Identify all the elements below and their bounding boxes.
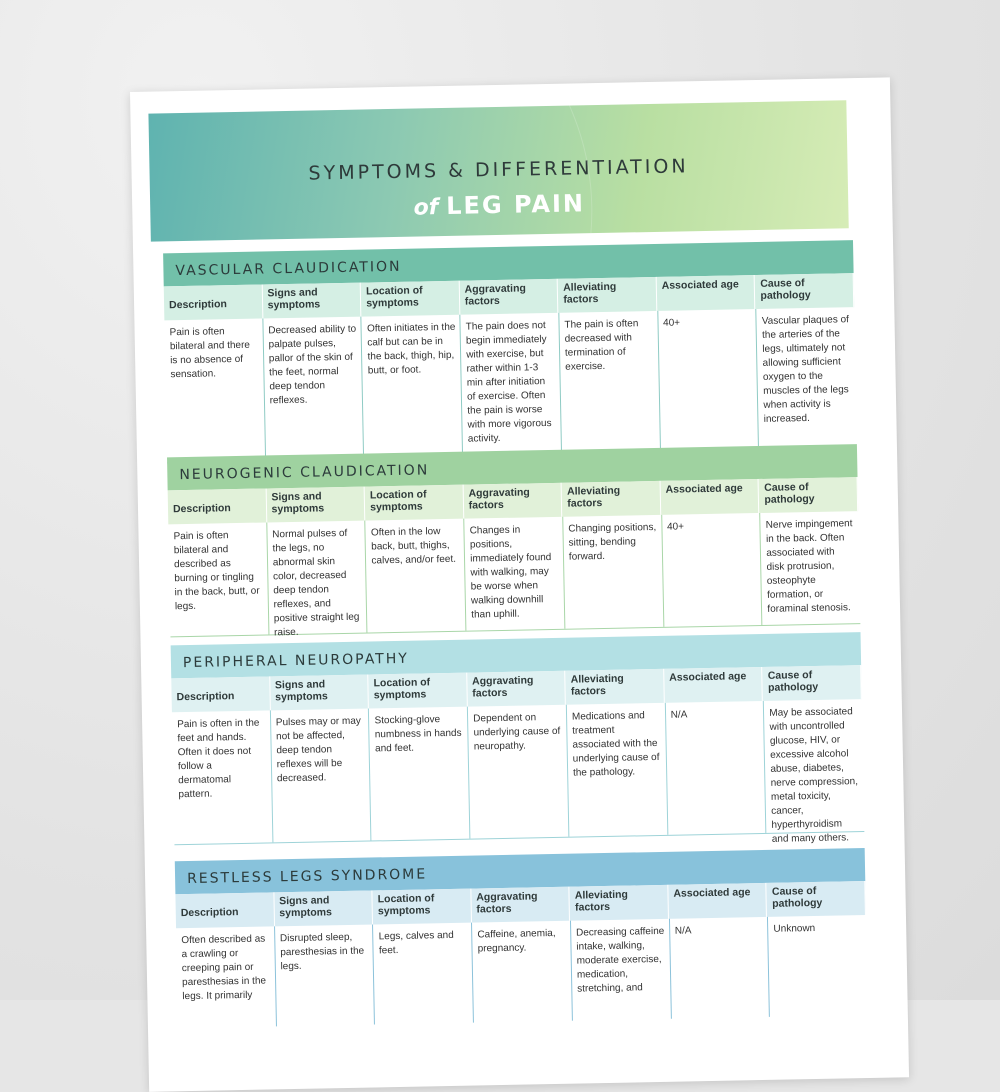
column-header: Location of symptoms [368,673,467,709]
table-row [168,511,860,637]
section-title: RESTLESS LEGS SYNDROME [175,848,866,894]
section-peripheral-neuropathy [171,632,865,845]
title-of: of [413,195,439,221]
column-header: Alleviating factors [570,885,669,921]
column-header: Signs and symptoms [266,487,365,523]
cell-aggravating: Caffeine, anemia, pregnancy. [471,921,572,1023]
column-header: Signs and symptoms [262,283,361,319]
column-header: Description [175,892,274,928]
cell-signs: Normal pulses of the legs, no abnormal skin color, decreased deep tendon reflexes, and positive straight leg raise. [266,521,367,635]
cell-age: N/A [664,701,765,835]
cell-description: Often described as a crawling or creeping pain or paresthesias in the legs. It primarily [181,933,267,1003]
column-header: Signs and symptoms [274,890,373,926]
cell-alleviating: Medications and treatment associated with the underlying cause of the pathology. [566,703,667,837]
column-header: Aggravating factors [467,671,566,707]
cell-location: Often initiates in the calf but can be in the back, thigh, hip, butt, or foot. [361,315,462,459]
column-header: Description [164,284,263,320]
cell-cause: Nerve impingement in the back. Often associated with disk protrusion, osteophyte formation, or foraminal stenosis. [760,511,861,625]
column-header: Location of symptoms [373,889,472,925]
cell-signs: Pulses may or may not be affected, deep tendon reflexes will be decreased. [270,709,371,843]
column-header: Cause of pathology [759,477,858,513]
cell-age: 40+ [657,309,758,453]
table-row [172,699,864,845]
column-header: Description [168,488,267,524]
title-banner [148,100,848,241]
cell-aggravating: Dependent on underlying cause of neuropathy. [467,705,568,839]
column-header: Associated age [664,667,763,703]
column-header: Aggravating factors [459,279,558,315]
cell-description: Pain is often bilateral and described as burning or tingling in the back, butt, or legs. [173,530,260,613]
cell-age: 40+ [661,513,762,627]
table-row [164,307,857,463]
cell-location: Often in the low back, butt, thighs, calves, and/or feet. [365,519,466,633]
cell-age: N/A [669,917,770,1019]
column-header: Description [171,676,270,712]
column-header: Location of symptoms [361,281,460,317]
section-title: NEUROGENIC CLAUDICATION [167,444,858,490]
cell-description: Pain is often bilateral and there is no absence of sensation. [169,326,251,381]
cell-signs: Decreased ability to palpate pulses, pallor of the skin of the feet, normal deep tendon reflexes. [262,317,363,461]
column-header: Aggravating factors [471,887,570,923]
section-vascular-claudication [163,240,857,463]
cell-cause: Vascular plaques of the arteries of the legs, ultimately not allowing sufficient oxygen to the muscles of the legs when activity is increased. [756,307,857,451]
section-title: PERIPHERAL NEUROPATHY [171,632,862,678]
cell-location: Stocking-glove numbness in hands and feet. [368,707,469,841]
column-header: Cause of pathology [763,665,862,701]
cell-aggravating: Changes in positions, immediately found with walking, may be worse when walking downhill than uphill. [463,517,564,631]
column-header: Alleviating factors [566,669,665,705]
column-header: Alleviating factors [562,481,661,517]
section-neurogenic-claudication [167,444,860,637]
column-header: Signs and symptoms [270,675,369,711]
title-line-1: SYMPTOMS & DIFFERENTIATION [308,155,689,185]
column-header: Location of symptoms [365,485,464,521]
cell-alleviating: The pain is often decreased with termination of exercise. [558,311,659,455]
cell-description: Pain is often in the feet and hands. Often it does not follow a dermatomal pattern. [177,717,260,801]
cell-signs: Disrupted sleep, paresthesias in the legs. [274,924,375,1026]
column-header: Alleviating factors [558,277,657,313]
handout-page [130,77,909,1091]
cell-alleviating: Changing positions, sitting, bending forward. [562,515,663,629]
table-row [176,915,868,1028]
column-header: Associated age [660,479,759,515]
cell-alleviating: Decreasing caffeine intake, walking, moderate exercise, medication, stretching, and [570,919,671,1021]
column-header: Aggravating factors [463,483,562,519]
section-restless-legs-syndrome [175,848,868,1028]
section-title: VASCULAR CLAUDICATION [163,240,854,286]
column-header: Associated age [668,883,767,919]
cell-cause: Unknown [767,915,868,1017]
column-header: Cause of pathology [755,273,854,309]
cell-aggravating: The pain does not begin immediately with exercise, but rather within 1-3 min after initiation of exercise. Often the pain is worse with more vigorous activity. [459,313,560,457]
column-header: Associated age [657,275,756,311]
title-main: LEG PAIN [445,189,586,220]
cell-location: Legs, calves and feet. [372,923,473,1025]
column-header: Cause of pathology [767,881,866,917]
title-line-2 [150,184,848,225]
cell-cause: May be associated with uncontrolled glucose, HIV, or excessive alcohol abuse, diabetes, nerve compression, metal toxicity, cancer, hyperthyroidism and many others. [763,699,864,833]
